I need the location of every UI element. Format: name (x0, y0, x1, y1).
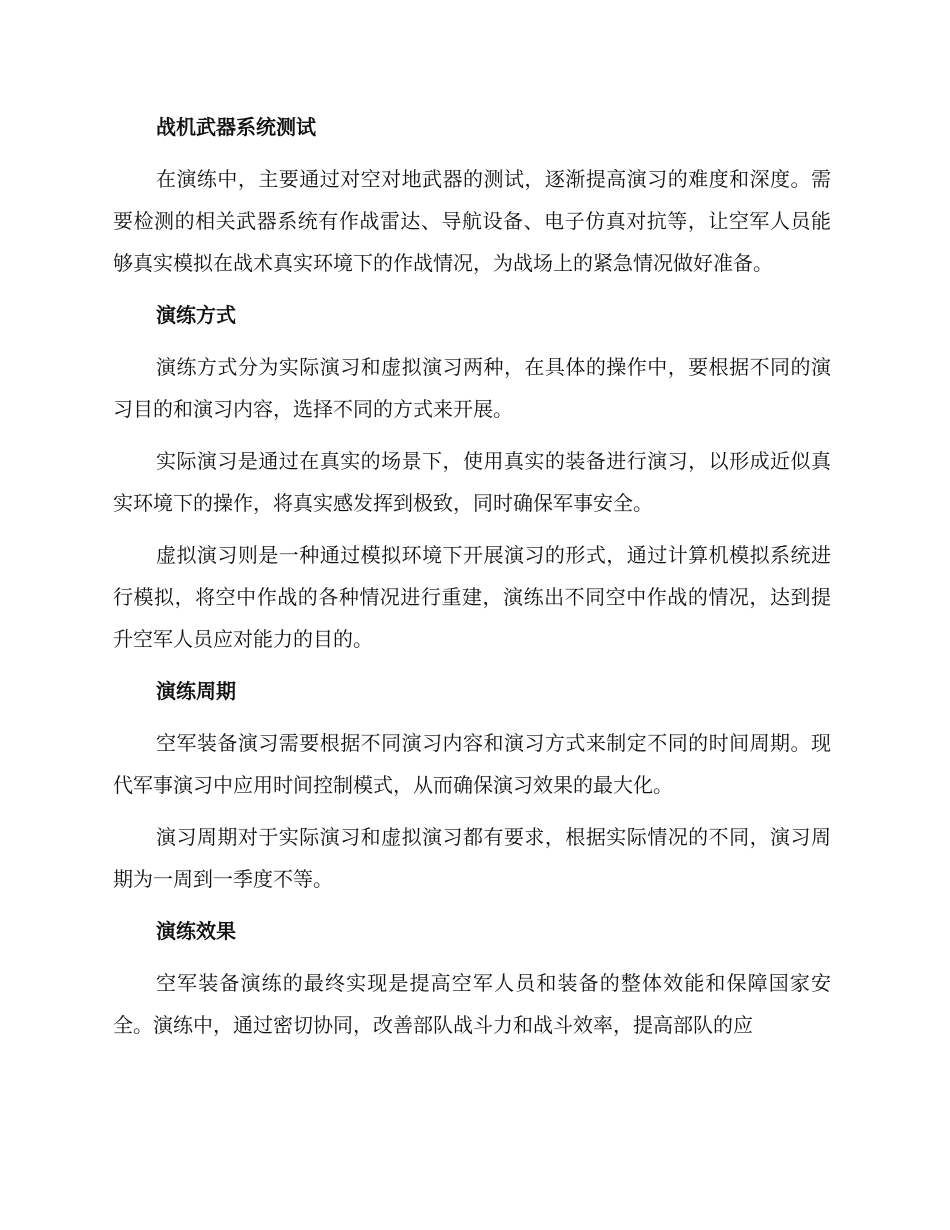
section-heading: 演练效果 (156, 919, 236, 943)
section-heading: 演练周期 (156, 679, 236, 703)
section-heading: 演练方式 (156, 303, 236, 327)
section-exercise-effect (113, 910, 831, 1046)
paragraph: 演习周期对于实际演习和虚拟演习都有要求，根据实际情况的不同，演习周期为一周到一季度不等。 (113, 825, 831, 891)
section-exercise-method (113, 294, 831, 660)
section-heading: 战机武器系统测试 (156, 115, 316, 139)
paragraph: 演练方式分为实际演习和虚拟演习两种，在具体的操作中，要根据不同的演习目的和演习内容，选择不同的方式来开展。 (113, 355, 831, 421)
paragraph: 实际演习是通过在真实的场景下，使用真实的装备进行演习，以形成近似真实环境下的操作，将真实感发挥到极致，同时确保军事安全。 (113, 449, 831, 515)
paragraph: 在演练中，主要通过对空对地武器的测试，逐渐提高演习的难度和深度。需要检测的相关武器系统有作战雷达、导航设备、电子仿真对抗等，让空军人员能够真实模拟在战术真实环境下的作战情况，为战场上的紧急情况做好准备。 (113, 167, 831, 275)
section-exercise-cycle (113, 670, 831, 900)
paragraph: 空军装备演练的最终实现是提高空军人员和装备的整体效能和保障国家安全。演练中，通过密切协同，改善部队战斗力和战斗效率，提高部队的应 (113, 971, 831, 1037)
section-weapon-test (113, 106, 831, 284)
paragraph: 空军装备演习需要根据不同演习内容和演习方式来制定不同的时间周期。现代军事演习中应用时间控制模式，从而确保演习效果的最大化。 (113, 731, 831, 797)
paragraph: 虚拟演习则是一种通过模拟环境下开展演习的形式，通过计算机模拟系统进行模拟，将空中作战的各种情况进行重建，演练出不同空中作战的情况，达到提升空军人员应对能力的目的。 (113, 543, 831, 651)
document-page (113, 106, 831, 1056)
